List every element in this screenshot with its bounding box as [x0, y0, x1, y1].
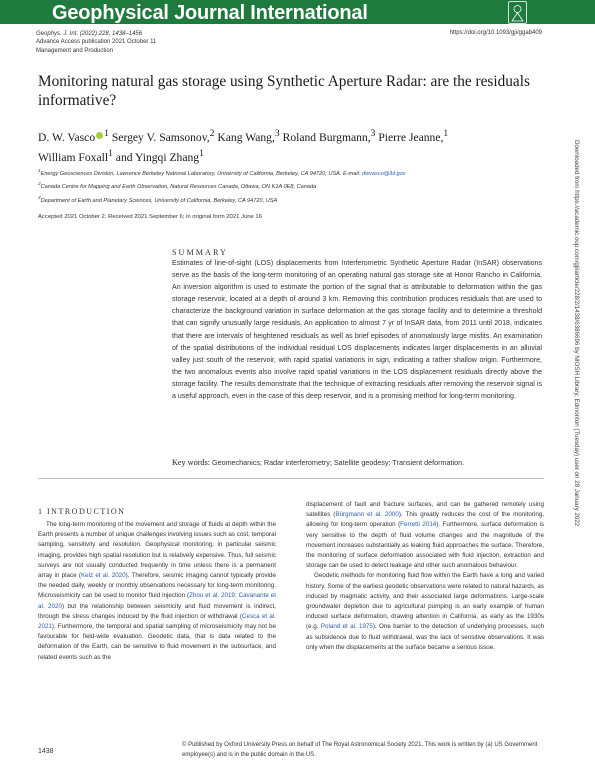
society-logo-icon	[508, 1, 527, 24]
author-affil-sup: 1	[108, 147, 113, 159]
orcid-icon[interactable]	[96, 132, 103, 139]
citation-block	[36, 30, 156, 55]
citation-link[interactable]: Kelz et al. 2020	[80, 572, 126, 580]
paragraph: The long-term monitoring of the movement and storage of fluids at depth within the Earth presents a number of unique challenges involving issues such as cost, temporal sampling, sensitivity and resolution. Geophysical monitoring, in particular seismic imaging, provides high spatial resolution but is relatively expensive. Thus, full seismic surveys are not usually conducted frequently in time unless there is a permanent array in place (Kelz et al. 2020). Therefore, seismic imaging cannot typically provide the needed daily, weekly or monthly observations necessary for long-term monitoring. Microseismicity can be used to monitor fluid injection (Zhou et al. 2019; Cavanante et al. 2020) but the relationship between seismicity and fluid movement is indirect, through the stress changes induced by the fluid injection or withdrawal (Cesca et al. 2021). Furthermore, the temporal and spatial sampling of microseismicity may not be favourable for field-wide evaluation. Geodetic data, that is data related to the deformation of the Earth, can be sensitive to fluid movement in the subsurface, and related events such as the	[38, 521, 276, 661]
summary-heading: SUMMARY	[172, 248, 228, 257]
journal-name: Geophysical Journal International	[52, 2, 368, 24]
received-dates: Accepted 2021 October 2. Received 2021 September 6; in original form 2021 June 16	[38, 214, 262, 220]
section-label: Management and Production	[36, 47, 114, 54]
keywords-line	[172, 458, 544, 467]
abstract-text: Estimates of line-of-sight (LOS) displacements from Interferometric Synthetic Aperture Radar (InSAR) observations serve as the basis of the long-term monitoring of an operating natural gas storage site at Honor Rancho in California. An inversion algorithm is used to estimate the portion of the signal that is attributable to deformation within the gas storage reservoir, located at a depth of around 3 km. Removing this contribution produces residuals that are used to characterize the background variation in surface deformation at the gas storage facility and to determine a threshold that can signify unusually large residuals. An application to almost 7 yr of InSAR data, from 2011 until 2018, indicates that there are intervals of heightened residuals as well as brief episodes of anomalously large misfits. An examination of the spatial distributions of the individual residual LOS displacements indicates larger displacements in an alluvial valley just south of the reservoir, with rapid spatial variations in sign, indicating a rather shallow origin. Furthermore, the two anomalous events also involve rapid spatial variations in the LOS displacement residuals directly above the storage facility. The results demonstrate that the technique of extracting residuals after removing the reservoir signal is a useful approach, even in the case of this deep reservoir, and is a promising method for long-term monitoring.	[172, 260, 542, 401]
affiliations	[38, 166, 558, 206]
author-name: William Foxall	[38, 150, 109, 164]
advance-access: Advance Access publication 2021 October 11	[36, 39, 157, 46]
affiliation-item: $^2$Canada Centre for Mapping and Earth Observation, Natural Resources Canada, Ottawa, ON K1A 0E8, Canada	[38, 181, 317, 191]
copyright-note: © Published by Oxford University Press on behalf of The Royal Astronomical Society 2021. This work is written by (a) US Government employee(s) and is in the public domain in the US.	[182, 742, 538, 758]
author-affil-sup: 1	[199, 147, 204, 159]
citation-link[interactable]: Zhou et al. 2019; Cavanante et al. 2020	[38, 592, 276, 610]
author-name: Roland Burgmann,	[282, 130, 371, 144]
author-name: Sergey V. Samsonov,	[111, 130, 210, 144]
author-list	[38, 126, 558, 166]
body-column-right	[306, 500, 544, 653]
author-name: Kang Wang,	[217, 130, 275, 144]
citation-link[interactable]: Poland et al. 1975	[320, 623, 373, 631]
article-title: Monitoring natural gas storage using Synthetic Aperture Radar: are the residuals informative?	[38, 73, 530, 109]
body-column-left	[38, 520, 276, 663]
author-affil-sup: 1	[443, 128, 449, 139]
author-name: D. W. Vasco	[38, 130, 96, 144]
author-affil-sup: 2	[209, 128, 215, 139]
author-affil-sup: 3	[274, 128, 280, 139]
journal-banner	[0, 0, 595, 24]
keywords-list: Geomechanics; Radar interferometry; Satellite geodesy; Transient deformation.	[211, 458, 465, 467]
paragraph: Geodetic methods for monitoring fluid flow within the Earth have a long and varied history. Some of the earliest geodetic observations were related to natural hazards, as induced by magmatic activity, and their associated large deformations. Large-scale groundwater depletion due to agricultural pumping is an early example of human induced surface deformation, drawing attention in California, as early as the 1930s (e.g. Poland et al. 1975). One barrier to the detection of underlying processes, such as subsidence due to fluid withdrawal, was the lack of sensitive observations. It was only when the displacements at the surface became a serious issue,	[306, 572, 545, 651]
doi-link[interactable]: https://doi.org/10.1093/gji/ggab409	[449, 30, 542, 36]
author-name: and Yingqi Zhang	[115, 150, 200, 164]
author-affil-sup: 1	[104, 128, 109, 139]
author-affil-sup: 3	[370, 128, 376, 139]
citation-link[interactable]: Cesca et al. 2021	[38, 612, 276, 631]
download-watermark	[566, 140, 580, 660]
section-divider	[38, 478, 544, 479]
affiliation-item: $^1$Energy Geosciences Division, Lawrence Berkeley National Laboratory, University of California, Berkeley, CA 94720, USA. E-mail: dwvasco@lbl.gov	[38, 168, 406, 177]
email-link[interactable]: dwvasco@lbl.gov	[361, 170, 406, 177]
author-name: Pierre Jeanne,	[378, 130, 444, 144]
paragraph: displacement of fault and fracture surfaces, and can be gathered remotely using satellites (Bürgmann et al. 2000). This greatly reduces the cost of the monitoring, allowing for long-term operation (Ferretti 2014). Furthermore, surface deformation is very sensitive to the depth of fluid volume changes and the magnitude of the movement increases substantially as leaking fluid approaches the surface. Therefore, the monitoring of surface deformation associated with fluid injection, extraction and storage can be used to detect leakage and other such anomalous behaviour.	[306, 501, 545, 570]
citation-link[interactable]: Ferretti 2014	[400, 521, 437, 529]
citation-link[interactable]: Bürgmann et al. 2000	[335, 511, 399, 519]
citation: Geophys. J. Int. (2022) 228, 1438–1456	[36, 31, 143, 37]
introduction-heading: 1 INTRODUCTION	[38, 507, 126, 516]
keywords-label: Key words:	[172, 458, 210, 467]
page-number: 1438	[38, 748, 54, 755]
affiliation-item: $^3$Department of Earth and Planetary Sciences, University of California, Berkeley, CA 94720, USA	[38, 194, 278, 204]
download-notice: Downloaded from https://academic.oup.com/gji/article/228/2/1438/6386696 by NIOSH Library, Edmonton (Tuesday) user on 28 January 2022	[573, 140, 580, 527]
